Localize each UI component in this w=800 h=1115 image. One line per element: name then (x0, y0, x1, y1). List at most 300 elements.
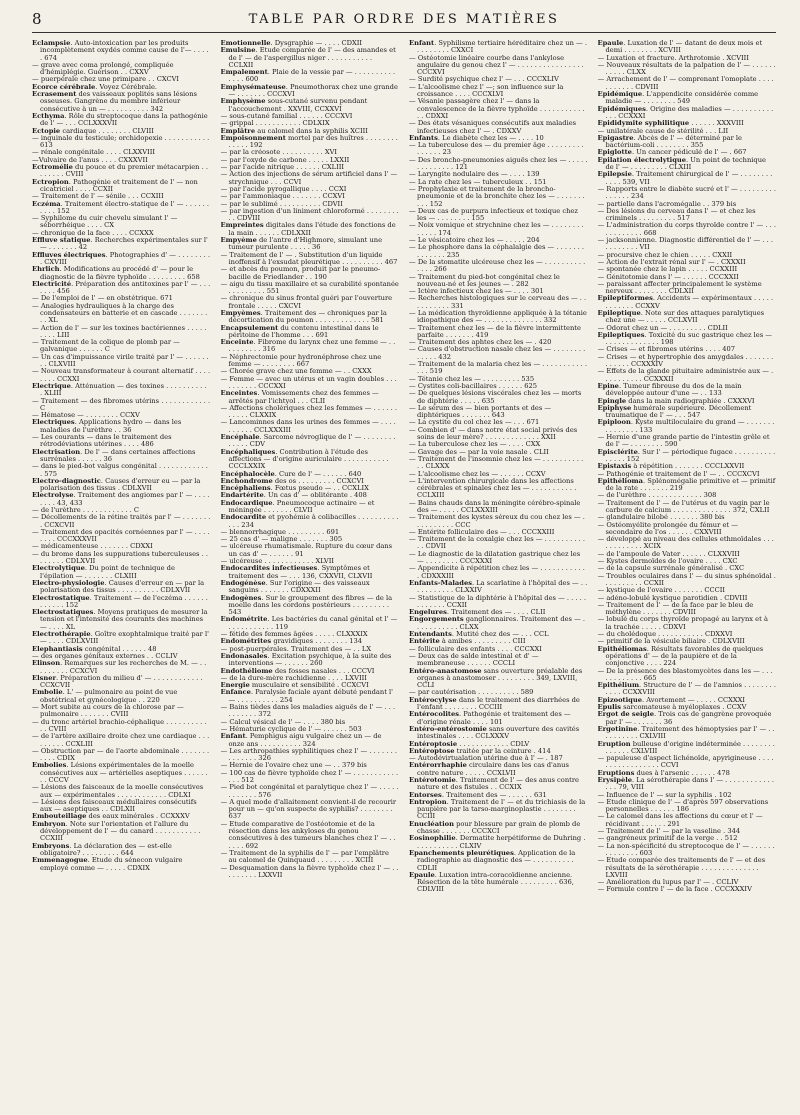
index-headword: Entérotomie (409, 775, 456, 784)
index-entry (32, 784, 211, 799)
index-headword: Endogénèse (220, 578, 266, 587)
index-headword: Endométrite (220, 615, 268, 624)
index-entry-text: musculaire et sensibilité . CCXCVI (249, 681, 369, 690)
index-entry-text: des fosses nasales . . . CCCVI (272, 666, 375, 675)
index-entry (598, 522, 777, 537)
index-entry-text: . Splénomégalie primitive et — primitif de la rate . . . . . . . 219 (605, 476, 776, 493)
index-entry-text: à répétition . . . . . . . CCCLXXVII (631, 462, 745, 471)
index-entry-text: ganglionnaires. Traitement des — . . . . . . . . . . . CLXX (417, 615, 586, 631)
index-headword: Ergotinine (597, 724, 638, 733)
index-entry (221, 339, 400, 354)
index-entry-text: . Note sur l'orientation et l'allure du développement de l' — du canard . . . . . . . . . . . CCXIII (40, 819, 201, 843)
index-entry-text: — par l'oxyde de carbone . . . . . LXXII (220, 155, 350, 164)
index-entry-text: . Modifications au procédé d' — pour le diagnostic de la fièvre typhoïde . . . . . . . . . 658 (40, 265, 200, 281)
index-entry-text: dans la main radiographiée . CXXXVI (626, 396, 755, 405)
index-entry (409, 565, 588, 580)
index-headword: Eosinophilie (409, 834, 456, 843)
index-entry-text: . Accidents — expérimentaux . . . . . . . . . . . . CCXXV (605, 294, 774, 310)
index-entry-text: dans le traitement des diarrhées de l'enfant . . . . . . . . CCCIII (417, 695, 580, 712)
index-entry-text: — Autodévirtualation utérine due à l' — . 187 (409, 754, 563, 763)
index-entry-text: . Un cas d' — oblitérante . 408 (263, 491, 367, 500)
index-entry-text: . Application de la radiographie au diagnostic des — . . . . . . . . . . CDLII (417, 848, 576, 872)
index-entry (221, 325, 400, 340)
index-entry-text: — Noix vomique et strychnine chez les — . . . . . . . . . . . . . 174 (409, 221, 584, 237)
index-headword: Epididymite syphilitique (597, 119, 690, 128)
index-entry-text: — Traitement de l' — par la vaseline . 344 (597, 827, 741, 836)
index-entry (409, 295, 588, 310)
index-headword: Epithélium (597, 681, 640, 690)
index-entry-text: — Traitement de l'insomnie chez les — . . . . . . . . . . . . CLXXX (409, 454, 584, 471)
index-entry (598, 434, 777, 449)
index-entry (409, 456, 588, 471)
index-entry-text: dues à l'arsenic . . . . . . 478 (634, 768, 730, 777)
index-entry-text: — médicamenteuse . . . . . . . CDXXI (32, 542, 153, 551)
index-headword: Enfants-Malades (409, 578, 472, 587)
index-headword: Entorses (409, 790, 442, 799)
index-entry (598, 405, 777, 420)
index-entry (598, 419, 777, 434)
index-entry-text: — unilatérale cause de stérilité . . . LII (597, 126, 729, 135)
index-entry (409, 711, 588, 726)
index-headword: Epaule (597, 40, 624, 47)
index-entry-text: . Tumeur fibreuse du dos de la main développée autour d'une — . . 133 (605, 381, 742, 398)
index-entry (221, 405, 400, 420)
index-entry-text: sarcomateuse à myéloplaxes . CCXV (620, 703, 747, 712)
index-entry-text: — Analogies hydrauliques à la charge des condensateurs en batterie et en cascade . . . . . . . . . XL (32, 301, 208, 325)
index-entry (221, 514, 400, 529)
index-headword: Eruption (597, 739, 631, 748)
index-entry (221, 565, 400, 580)
index-headword: Energie (220, 681, 250, 690)
index-entry (598, 573, 777, 588)
index-entry-text: — Laryngite nodulaire des — . . . . 139 (409, 170, 540, 179)
index-entry-text: . Le diabète chez les — . . . . 10 (437, 133, 544, 142)
index-headword: Embolie (32, 688, 63, 697)
index-entry (598, 682, 777, 697)
index-entry-text: — Recherches histologiques sur le cerveau des — . . . . . . . . . . 331 (409, 294, 587, 310)
index-headword: Endartérite (220, 491, 264, 500)
index-entry-text: — par le sublimé . . . . . . . . . . CDVII (220, 199, 343, 208)
index-entry-text: . Traitement de l' — et du trichiasis de la paupière par la tarso-marginoplastie . . . . . . . . CCIII (417, 797, 586, 821)
index-entry-text: — Vésanie passagère chez l' — dans la convalescence de la fièvre typhoïde . . . . . . . . . . . . . CDXXI (409, 97, 585, 120)
index-entry-text: — Affections cholériques chez les femmes — . . . . . . . . . . . CLXXIX (220, 403, 397, 420)
index-headword: Electriques (32, 418, 75, 427)
index-headword: Embolies (32, 761, 67, 770)
index-entry-text: du contenu intestinal dans le péritoine de l'homme . . . 691 (228, 323, 379, 339)
index-entry-text: — Lésions des faisceaux de la moelle consécutives aux — expérimentales . . . . . . . . . . . . CDLXI (32, 783, 204, 799)
index-entry-text: — de l'urèthre . . . . . . . . . . . . . 308 (597, 491, 717, 500)
index-entry-text: — Kystes dermoïdes de l'ovaire . . . . CXC (597, 557, 738, 566)
index-entry-text: — Luxation et fracture. Arthrotomie . XCVIII (597, 53, 749, 62)
index-entry-text: — La rate chez les — tuberculeux . . 151 (409, 177, 547, 186)
index-headword: Epidémiques (597, 104, 646, 113)
index-entry (221, 171, 400, 186)
index-entry-text: . Note sur des attaques paralytiques chez une — . . . . . CCLXVII (605, 308, 765, 325)
index-headword: Embryon (32, 819, 66, 828)
index-entry (598, 222, 777, 237)
index-entry-text: — Femme — avec un utérus et un vagin doubles . . . . . . . . . . CCCXXI (220, 374, 397, 390)
index-entry-text: — Traitement de l' — . Substitution d'un liquide inoffensif à l'exsudat pleurétique . . . . . . . . . . 467 (220, 250, 398, 266)
index-entry (32, 434, 211, 449)
index-entry-text: — ulcéreuse . . . . . . . . . . . . XLVII (220, 557, 334, 566)
index-entry-text: . Fibrome du larynx chez une femme — . . . . . . . . . . 316 (228, 338, 396, 354)
index-entry (32, 62, 211, 77)
index-entry-text: . Toxicité du suc gastrique chez les — . . . . . . . . . . . . . 198 (605, 330, 772, 347)
index-entry-text: — Mort subite au cours de la chlorose par — pulmonaire . . . . . . . CVIII (32, 703, 184, 719)
index-headword: Epileptique (597, 308, 641, 317)
index-entry-text: — Traitement de la colique de plomb par — galvanique . . . . . . C (32, 338, 180, 354)
index-entry (221, 281, 400, 296)
index-headword: Emotionnelle (220, 40, 271, 47)
index-headword: Electrostatique (32, 593, 90, 602)
index-headword: Entérite (409, 637, 440, 646)
index-column-2 (221, 40, 400, 1106)
index-entry (409, 346, 588, 361)
index-entry-text: — fétide des femmes âgées . . . . . CLXXXIX (220, 630, 368, 639)
index-headword: Eclampsie (32, 40, 71, 47)
index-entry-text: . Trois cas de gangrène provoquée par l' — . . . . . . . 36 (605, 710, 772, 726)
index-entry (32, 748, 211, 763)
index-entry-text: — rénale congénitale . . . . CLXXVIII (32, 148, 155, 157)
index-entry-text: . Pathogénie et traitement des — d'origine rénale . . . . 101 (417, 710, 571, 726)
index-entry-text: . Excitation psychique, à la suite des interventions — . . . . . . 260 (228, 651, 392, 668)
index-entry-text: — Bains tièdes dans les maladies aiguës de l' — . . . . . . . . . . 372 (220, 703, 396, 719)
index-entry-text: — La tuberculose des — du premier âge . . . . . . . . . . . . . . . 23 (409, 141, 584, 157)
index-headword: Electrothérapie (32, 630, 91, 639)
index-entry-text: — de l'urèthre . . . . . . . . . . . . C (32, 506, 140, 514)
index-entry (409, 405, 588, 420)
index-entry-text: des eaux minérales . CCXXXV (86, 812, 190, 821)
index-headword: Enfant (409, 40, 435, 47)
index-headword: Encéphaliens (220, 484, 271, 493)
index-headword: Empyèmes (220, 308, 261, 317)
index-headword: Enceintes (220, 389, 258, 398)
index-entry (221, 419, 400, 434)
index-headword: Effluves électriques (32, 250, 106, 259)
index-entry-text: . Du point de technique de l'épilation — . . . . . . . CLXIII (40, 564, 175, 580)
index-entry-text: — Traitement de la coxalgie chez les — . . . . . . . . . . . . CDVII (409, 535, 585, 551)
index-entry-text: — grippal . . . . . . . . . . . CDLXIX (220, 119, 330, 128)
index-entry-text: . Vomissements chez des femmes — arrêtés par l'ichtyol . . . CLII (228, 389, 379, 405)
index-entry-text: — Deux cas de purpura infectieux et toxique chez les — . . . . . . . . 155 (409, 206, 578, 223)
index-entry (409, 777, 588, 792)
index-headword: Encapsulement (220, 323, 279, 332)
index-entry-text: — sous-cutané familial . . . . . . CCCXVI (220, 111, 353, 120)
index-headword: Epine (597, 381, 619, 390)
index-entry (32, 595, 211, 610)
index-entry-text: . Auto-intoxication par les produits incomplètement oxydés comme cause de l'— . . . . . 674 (40, 40, 209, 62)
index-headword: Electrisation (32, 447, 81, 456)
index-entry (221, 733, 400, 748)
index-entry-text: — du cholédoque . . . . . . . . . . . CDXXVI (597, 630, 733, 639)
index-entry-text: — Action de l'extrait rénal sur l' — . CXXXII (597, 257, 746, 266)
index-entry-text: — Bains chauds dans la méningite cérébro-spinale des — . . . . . CCLXXXIII (409, 498, 581, 514)
index-entry-text: . Dermatite herpétiforme de Duhring . . . . . . . . . . . CLXIV (417, 834, 586, 850)
index-entry-text: . Résultats favorables de quelques opérations d' — de la paupière et de la conjonctive . . . . 224 (605, 644, 764, 668)
index-entry-text: — L'administration du corps thyroïde contre l' — . . . . . . . . . . . . 668 (597, 221, 776, 237)
index-entry (221, 653, 400, 668)
index-headword: Epiphyse (597, 403, 632, 412)
index-entry (32, 40, 211, 62)
index-headword: Ectropion (32, 177, 69, 186)
index-entry-text: — primitif de la vésicule biliaire . CDLXVIII (597, 637, 745, 646)
index-entry-text: — Etude comparée des traitements de l' — et des résultats de la sérothérapie . . . . . . . . . . . . . . LXVIII (597, 856, 766, 879)
index-entry-text: — Prophylaxie et traitement de la broncho-pneumonie et de la bronchite chez les — . . . . . . . . . . 152 (409, 184, 585, 208)
index-entry-text: — adéno-lobulé kystique parotidien . CDVIII (597, 593, 748, 602)
index-headword: Elephantiasis (32, 644, 83, 653)
index-entry (221, 821, 400, 850)
index-headword: Epilepsie (597, 170, 632, 179)
index-entry (409, 536, 588, 551)
index-entry-text: circulaire dans les cas d'anus contre nature . . . . . CCXLVII (417, 761, 569, 777)
index-entry (32, 383, 211, 398)
index-entry (32, 689, 211, 704)
index-entry (221, 850, 400, 865)
index-entry-text: — aigu du tissu maxillaire et sa curabilité spontanée . . . . . . . . . 551 (220, 279, 399, 296)
index-entry-text: . Cure de l' — . . . . . . 640 (274, 469, 362, 478)
index-entry-text: — Effets de la glande pituitaire administrée aux — . . . . . . . . . . CCXXXII (597, 367, 774, 383)
index-entry (409, 595, 588, 610)
index-entry-text: . Luxation intra-coracoïdienne ancienne. Résection de la tête humérale . . . . . . . . . 636, CDLVIII (417, 870, 574, 894)
index-headword: Enceinte (220, 338, 254, 347)
index-entry-text: — De quelques lésions viscérales chez les — morts de diphtérie . . . . . 635 (409, 389, 582, 405)
index-headword: Endogènes (220, 593, 262, 602)
index-headword: Embouteillage (32, 812, 87, 821)
index-headword: Ecrasement (32, 90, 77, 99)
index-entry-text: . Kyste multiloculaire du grand — . . . . . . . . . . . . . . . 133 (605, 418, 775, 434)
index-entry-text: . L'appendicite considérée comme maladie — . . . . . . . . 549 (605, 90, 759, 106)
index-entry (221, 748, 400, 763)
index-entry-text: — Surdité psychique chez l' — . . . CCCXLIV (409, 75, 559, 84)
index-entry-text: au calomel dans la syphilis XCIII (255, 126, 368, 135)
index-entry (409, 799, 588, 821)
index-entry (221, 266, 400, 281)
index-entry-text: — par l'acide nitrique . . . . . . CXLIII (220, 163, 345, 172)
index-entry-text: — La médication thyroïdienne appliquée à la tétanie idiopathique des — . . . . . . . . . . . . . . 332 (409, 308, 587, 325)
index-entry-text: — Nouveau transformateur à courant alternatif . . . . . . . . CCXXI (32, 367, 211, 383)
index-entry-text: — Traitement de l' — sénile . . . CCXIII (32, 192, 164, 201)
index-entry-text: — du brome dans les suppurations tuberculeuses . . . . . . . . CDLXVII (32, 549, 208, 566)
index-entry-text: — Traitement des opacités cornéennes par l' — . . . . . . . . CCCXXXVII (32, 527, 210, 544)
index-entry (409, 580, 588, 595)
index-entry (409, 616, 588, 631)
index-entry-text: . Sur l' — périodique fugace . . . . . . . . . . . . . . . 152 (605, 447, 776, 463)
index-entry-text: — procursive chez le chien . . . . . CXXII (597, 250, 733, 259)
index-entry-text: . Pemphigus aigu vulgaire chez un — de onze ans . . . . . . . . . . 324 (228, 732, 382, 748)
index-entry-text: . Origine des maladies — . . . . . . . . . . . . . CCXXXI (605, 104, 774, 120)
index-headword: Eczéma (32, 199, 61, 208)
index-entry-text: — Traitement du pied-bot congénital chez le nouveau-né et les jeunes — . 282 (409, 272, 560, 288)
index-entry (32, 660, 211, 675)
index-entry (598, 208, 777, 223)
index-headword: Electro-physiologie (32, 578, 105, 587)
index-entry-text: . Traitement des — . . . . . . 631 (441, 790, 547, 799)
index-entry-text: — La tuberculose chez les — . . . . CXX (409, 440, 541, 449)
index-headword: Enfance (220, 688, 251, 697)
index-entry (32, 704, 211, 719)
index-entry (598, 157, 777, 172)
index-entry (598, 616, 777, 631)
index-entry-text: — et abcès du poumon, produit par le pneumo-bacille de Friedlander . . 190 (220, 265, 381, 281)
index-entry-text: — de l'artère axillaire droite chez une cardiaque . . . . . . . . . CCXLIII (32, 732, 210, 748)
index-headword: Emulsine (220, 46, 256, 55)
index-entry-text: — Décollements de la rétine traités par l' — . . . . . . . . CCXCVII (32, 513, 211, 529)
index-entry-text: — Génitotomie dans l' — . . . . . . CCCXXII (597, 272, 739, 281)
index-entry-text: — jacksonnienne. Diagnostic différentiel de l' — . . . . . . . . . . . VII (597, 236, 773, 252)
index-entry (409, 697, 588, 712)
index-entry (409, 668, 588, 690)
index-entry (409, 821, 588, 836)
index-entry (32, 325, 211, 340)
index-entry-text: congénital . . . . . . 48 (82, 644, 157, 653)
index-entry (32, 514, 211, 529)
index-entry (221, 704, 400, 719)
index-headword: Epanchements pleurétiques (409, 848, 514, 857)
index-entry-text: — Amélioration du lupus par l' — . CCLIV (597, 878, 739, 887)
index-entry-text: — chronique de la face . . . . CCXXX (32, 228, 154, 237)
index-headword: Epizootique (597, 695, 642, 704)
index-entry (409, 84, 588, 99)
index-entry (598, 843, 777, 858)
index-headword: Entéroptosie (409, 739, 458, 748)
index-entry (598, 478, 777, 493)
page-header (32, 8, 776, 30)
index-entry (32, 799, 211, 814)
index-entry (409, 157, 588, 172)
index-entry-text: — Combien d' — dans notre état social privés des soins de leur mère? . . . . . . . . . . . . . XXII (409, 425, 578, 442)
index-entry (32, 843, 211, 858)
index-entry-text: — Formule contre l' — de la face . CCCXXXIV (597, 885, 752, 894)
index-entry-text: gravidiques . . . . . . . . 134 (271, 637, 363, 646)
index-entry-text: — Le sérum des — bien portants et des — diphtériques . . . . . . . 643 (409, 403, 552, 420)
index-entry (409, 390, 588, 405)
index-entry (598, 91, 777, 106)
index-entry-text: — par ingestion d'un liniment chloroformé . . . . . . . . . . CDVIII (220, 206, 399, 223)
index-entry (32, 609, 211, 631)
index-entry-text: sans ouverture préalable des organes à anastomoser . . . . . . . . . 349, LXVIII, CCLI (417, 666, 583, 690)
index-entry-text: . Les bactéries du canal génital et l' — . . . . . . . . . . . 119 (228, 615, 398, 631)
index-entry (221, 69, 400, 84)
index-headword: Endonasales (220, 651, 268, 660)
index-headword: Ectromélie (32, 163, 73, 172)
index-entry-text: — Néphrectomie pour hydronéphrose chez une femme — . . . . . . . . 667 (220, 352, 382, 369)
index-headword: Elsner (32, 673, 57, 682)
index-headword: Emphysémateuse (220, 82, 286, 91)
index-entry (598, 741, 777, 756)
index-entry (409, 361, 588, 376)
index-entry-text: — puerpérale chez une primipare . . CXCVI (32, 75, 180, 84)
index-entry (221, 595, 400, 617)
index-entry (32, 719, 211, 734)
index-headword: Eruptions (597, 768, 635, 777)
index-entry (598, 295, 777, 310)
index-entry-text: . Remarques sur les recherches de M. — . . . . . . . . . CCXCVI (40, 659, 207, 675)
index-entry (598, 62, 777, 77)
index-headword: Endométrites (220, 637, 272, 646)
index-entry (221, 98, 400, 113)
index-entry-text: — par l'acide pyrogallique . . . . CCXI (220, 184, 347, 193)
index-headword: Epileptiques (597, 330, 645, 339)
index-entry-text: — Obstruction par — de l'aorte abdominale . . . . . . . . . . . CDIX (32, 746, 210, 763)
index-entry (32, 266, 211, 281)
index-entry-text: . Pathogénie et traitement de l' — non cicatriciel . . . . CCXII (40, 177, 198, 193)
index-entry-text: . Un point de technique de l' — . . . . . . . . . CLXIII (605, 155, 766, 172)
index-entry-text: traitée par la ceinture . 414 (454, 746, 551, 755)
index-entry-text: — Deux cas de salde intestinal et d' — membraneuse . . . . . . CCCLI (409, 651, 539, 668)
index-entry (598, 237, 777, 252)
index-headword: Endocardite (220, 513, 267, 522)
index-entry (598, 76, 777, 91)
index-entry-text: — inguinale du testicule; orchidopexie . . . . . . . . . . . 613 (32, 133, 210, 150)
index-entry-text: — post-puerpérales. Traitement des — . . LX (220, 644, 372, 653)
index-entry-text: . Avortement — . . . . . CCXXXI (641, 695, 746, 704)
index-entry (32, 762, 211, 784)
index-entry (32, 164, 211, 179)
index-headword: Encéphalocèle (220, 469, 275, 478)
index-headword: Empalement (220, 68, 268, 77)
index-entry (598, 755, 777, 770)
index-entry-text: — Action des injections de sérum artificiel dans l' — strychnique . . . CCVI (220, 170, 398, 186)
index-entry-text: — Hématurie cyclique de l' — . . . . . . 503 (220, 724, 362, 733)
index-entry-text: . Atténuation — des toxines . . . . . . . . . . . XLIII (40, 381, 207, 398)
index-entry-text: sous-cutané survenu pendant l'accouchement . XXVIII, CCXXVI (228, 97, 368, 113)
index-entry-text: — blennorrhagique . . . . . . . . . 691 (220, 527, 340, 536)
index-entry-text: . La déclaration des — est-elle obligatoire? . . . . . . . . . 644 (40, 841, 172, 857)
index-entry (221, 616, 400, 631)
index-entry-text: — Traitement de l' — de l'utérus et du vagin par le carbure de calcium . . . . . . . . . . . . . . 372, CXLII (597, 498, 770, 514)
index-entry-text: — Traitement — des fibromes utérins . . . . . . . . . . . . C (32, 396, 211, 412)
index-entry-text: — Traitement de l' — de la face par le bleu de méthylène . . . . . . . CDVIII (597, 600, 754, 617)
index-entry-text: . La scarlatine à l'hôpital des — . . . . . . . . . . . CLXXIV (417, 578, 588, 595)
index-entry-text: . Un cancer pédiculé de l' — . 667 (631, 148, 747, 157)
index-entry (598, 310, 777, 325)
index-headword: Elinson (32, 659, 61, 668)
index-entry-text: du pouce et du premier métacarpien . . . . . . . . CVIII (40, 163, 208, 179)
index-entry-text: . Sur l'origine — des vaisseaux sanguins . . . . . . . CDXXXII (228, 578, 370, 595)
index-entry (221, 252, 400, 267)
index-entry-text: —Vulvaire de l'anus . . . . CXXXVII (32, 155, 148, 164)
index-headword: Epidémique (597, 90, 643, 99)
index-entry-text: — L'alcoolisme chez l' —; son influence sur la croissance . . . . CCCXLVI (409, 82, 564, 99)
index-column-3 (409, 40, 588, 1106)
index-entry-text: — Les arthropathies syphilitiques chez l' — . . . . . . . . . . . . . . 326 (220, 746, 397, 763)
index-entry-text: — Lésions des faisceaux médullaires consécutifs aux — aseptiques . . CDLXII (32, 797, 197, 814)
index-entry-text: — kystique de l'ovaire . . . . . . . CCCII (597, 586, 726, 595)
index-entry (221, 770, 400, 785)
index-headword: Emplâtre (220, 126, 256, 135)
index-entry-text: — chronique du sinus frontal guéri par l'ouverture frontale . . . . . CXCVI (220, 294, 393, 310)
index-entry-text: — A quel mode d'allaitement convient-il de recourir pour un — qu'on suspecte de syphilis? . . . . . . . . 637 (220, 797, 397, 821)
index-headword: Erysipèle (597, 775, 633, 784)
index-entry-text: . Structure de l' — de l'amnios . . . . . . . . . . . . CCXXVIII (605, 681, 776, 697)
index-headword: Encéphale (220, 433, 260, 442)
index-entry-text: — Ostéomyélite prolongée du fémur et — secondaire de l'os . . . . . . CXXVIII (597, 520, 738, 536)
index-entry-text: . Traitement des angiomes par l' — . . . . . . . . 43, 433 (40, 491, 210, 507)
index-columns (32, 40, 776, 1106)
index-entry-text: — Odorat chez un — . . . . . . . . . CDLII (597, 323, 728, 332)
index-entry (409, 850, 588, 872)
index-entry-text: — Le diagnostic de la dilatation gastrique chez les — . . . . . . . . CCCXXXI (409, 549, 581, 566)
index-entry-text: . Voyez Cérébrale. (95, 82, 158, 91)
index-entry (32, 857, 211, 872)
index-entry (409, 310, 588, 325)
index-entry (221, 865, 400, 880)
index-entry (32, 733, 211, 748)
index-entry (221, 689, 400, 704)
index-entry (409, 98, 588, 120)
index-entry (221, 84, 400, 99)
index-entry (409, 55, 588, 77)
